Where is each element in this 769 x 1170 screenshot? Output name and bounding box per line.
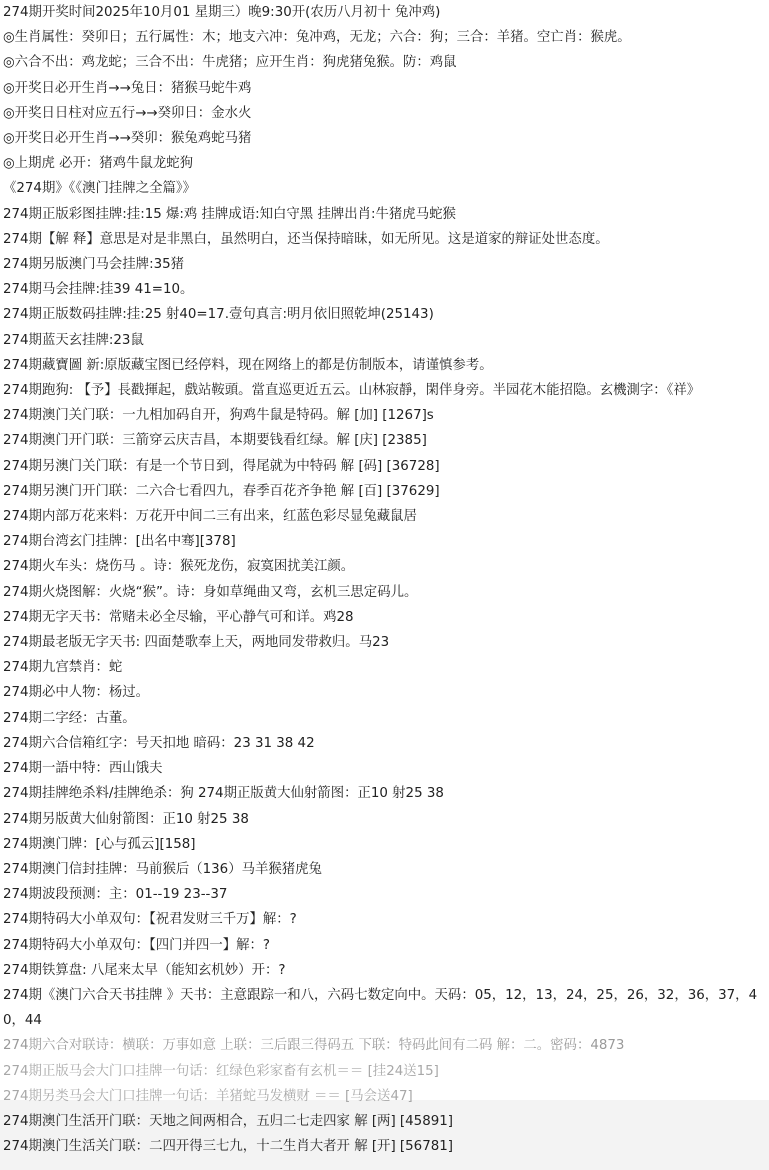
running-dog-line: 274期跑狗: 【予】長戳揮起，戲站鞍頭。當直巡更近五云。山林寂靜，閑伴身旁。半园花木能招隐。玄機測字：《祥》 bbox=[3, 383, 701, 399]
last-period-line: ◎上期虎 必开：猪鸡牛鼠龙蛇狗 bbox=[3, 156, 194, 172]
heaven-book-line: 274期《澳门六合天书挂牌 》天书：主意跟踪一和八，六码七数定向中。天码：05，12，13，24，25，26，32，36，37，40，44 bbox=[3, 987, 758, 1029]
explanation-line: 274期【解 释】意思是对是非黑白，虽然明白，还当保持暗昧，如无所见。这是道家的辩证处世态度。 bbox=[3, 231, 609, 247]
alt-macau-board-line: 274期另版澳门马会挂牌:35猪 bbox=[3, 257, 185, 273]
liuhe-exclusion-line: ◎六合不出：鸡龙蛇；三合不出：牛虎猪；应开生肖：狗虎猪兔猴。防：鸡鼠 bbox=[3, 55, 457, 71]
draw-time-line: 274期开奖时间2025年10月01 星期三）晚9:30开(农历八月初十 兔冲鸡) bbox=[3, 5, 441, 20]
taiwan-board-line: 274期台湾玄门挂牌：[出名中骞][378] bbox=[3, 534, 236, 550]
internal-flower-line: 274期内部万花来料：万花开中间二三有出来，红蓝色彩尽显兔藏鼠居 bbox=[3, 509, 417, 525]
liuhe-couplet-line: 274期六合对联诗：横联：万事如意 上联：三后跟三得码五 下联：特码此间有二码 解：二。密码：4873 bbox=[3, 1038, 625, 1054]
must-hit-person-line: 274期必中人物：杨过。 bbox=[3, 685, 150, 701]
nine-palace-line: 274期九宫禁肖：蛇 bbox=[3, 660, 123, 676]
one-phrase-line: 274期一語中特：西山饿夫 bbox=[3, 761, 163, 777]
fire-burn-line: 274期火烧图解：火烧“猴”。诗：身如草绳曲又弯，玄机三思定码儿。 bbox=[3, 584, 418, 600]
alt-open-door-couplet-line: 274期另澳门开门联：二六合七看四九，春季百花齐争艳 解 [百] [37629] bbox=[3, 483, 440, 499]
board-kill-line: 274期挂牌绝杀料/挂牌绝杀：狗 274期正版黄大仙射箭图：正10 射25 38 bbox=[3, 786, 444, 802]
close-door-couplet-line: 274期澳门关门联：一九相加码自开，狗鸡牛鼠是特码。解 [加] [1267]s bbox=[3, 408, 434, 424]
alt-gate-phrase-line: 274期另类马会大门口挂牌一句话：羊猪蛇马发横财 ＝＝ [马会送47] bbox=[3, 1088, 413, 1104]
document-body bbox=[3, 0, 765, 1159]
macau-card-line: 274期澳门牌：[心与孤云][158] bbox=[3, 836, 196, 852]
mailbox-red-line: 274期六合信箱红字：号天扣地 暗码：23 31 38 42 bbox=[3, 735, 315, 751]
must-open-zodiac-line: ◎开奖日必开生肖→→兔日：猪猴马蛇牛鸡 bbox=[3, 80, 252, 96]
life-open-couplet-line: 274期澳门生活开门联：天地之间两相合，五归二七走四家 解 [两] [45891] bbox=[3, 1113, 453, 1129]
digital-board-line: 274期正版数码挂牌:挂:25 射40=17.壹句真言:明月依旧照乾坤(25143) bbox=[3, 307, 434, 323]
abacus-line: 274期铁算盘: 八尾来太早（能知玄机妙）开：? bbox=[3, 962, 286, 978]
alt-close-door-couplet-line: 274期另澳门关门联：有是一个节日到，得尾就为中特码 解 [码] [36728] bbox=[3, 458, 440, 474]
oldest-wordless-book-line: 274期最老版无字天书: 四面楚歌奉上天，两地同发带救归。马23 bbox=[3, 635, 390, 651]
open-door-couplet-line: 274期澳门开门联：三箭穿云庆吉昌，本期要钱看红绿。解 [庆] [2385] bbox=[3, 433, 427, 449]
alt-archery-line: 274期另版黄大仙射箭图：正10 射25 38 bbox=[3, 811, 249, 827]
gate-phrase-line: 274期正版马会大门口挂牌一句话：红绿色彩家畜有玄机＝＝ [挂24送15] bbox=[3, 1063, 439, 1079]
horse-club-board-line: 274期马会挂牌:挂39 41=10。 bbox=[3, 282, 194, 298]
wave-forecast-line: 274期波段预测：主：01--19 23--37 bbox=[3, 887, 228, 903]
section-heading: 《274期》《《澳门挂牌之全篇》》 bbox=[3, 181, 196, 197]
two-word-line: 274期二字经：古董。 bbox=[3, 710, 136, 726]
size-parity-line-2: 274期特码大小单双句：【四门并四一】解：? bbox=[3, 937, 270, 953]
life-close-couplet-line: 274期澳门生活关门联：二四开得三七九，十二生肖大者开 解 [开] [56781] bbox=[3, 1139, 453, 1155]
treasure-map-line: 274期藏寶圖 新:原版藏宝图已经停料，现在网络上的都是仿制版本，请谨慎参考。 bbox=[3, 357, 493, 373]
wordless-book-line: 274期无字天书：常赌未必全尽输，平心静气可和详。鸡28 bbox=[3, 609, 354, 625]
size-parity-line-1: 274期特码大小单双句：【祝君发财三千万】解：? bbox=[3, 912, 297, 928]
blue-sky-board-line: 274期蓝天玄挂牌:23鼠 bbox=[3, 332, 144, 348]
official-color-board-line: 274期正版彩图挂牌:挂:15 爆:鸡 挂牌成语:知白守黑 挂牌出肖:牛猪虎马蛇猴 bbox=[3, 206, 456, 222]
train-head-line: 274期火车头：烧伤马 。诗：猴死龙伤，寂寞困扰美江颜。 bbox=[3, 559, 355, 575]
day-pillar-element-line: ◎开奖日日柱对应五行→→癸卯日：金水火 bbox=[3, 105, 252, 121]
envelope-board-line: 274期澳门信封挂牌：马前猴后（136）马羊猴猪虎兔 bbox=[3, 861, 322, 877]
zodiac-attribute-line: ◎生肖属性：癸卯日；五行属性：木；地支六冲：兔冲鸡，无龙；六合：狗；三合：羊猪。空亡肖：猴虎。 bbox=[3, 30, 631, 46]
must-open-guimao-line: ◎开奖日必开生肖→→癸卯：猴兔鸡蛇马猪 bbox=[3, 131, 252, 147]
